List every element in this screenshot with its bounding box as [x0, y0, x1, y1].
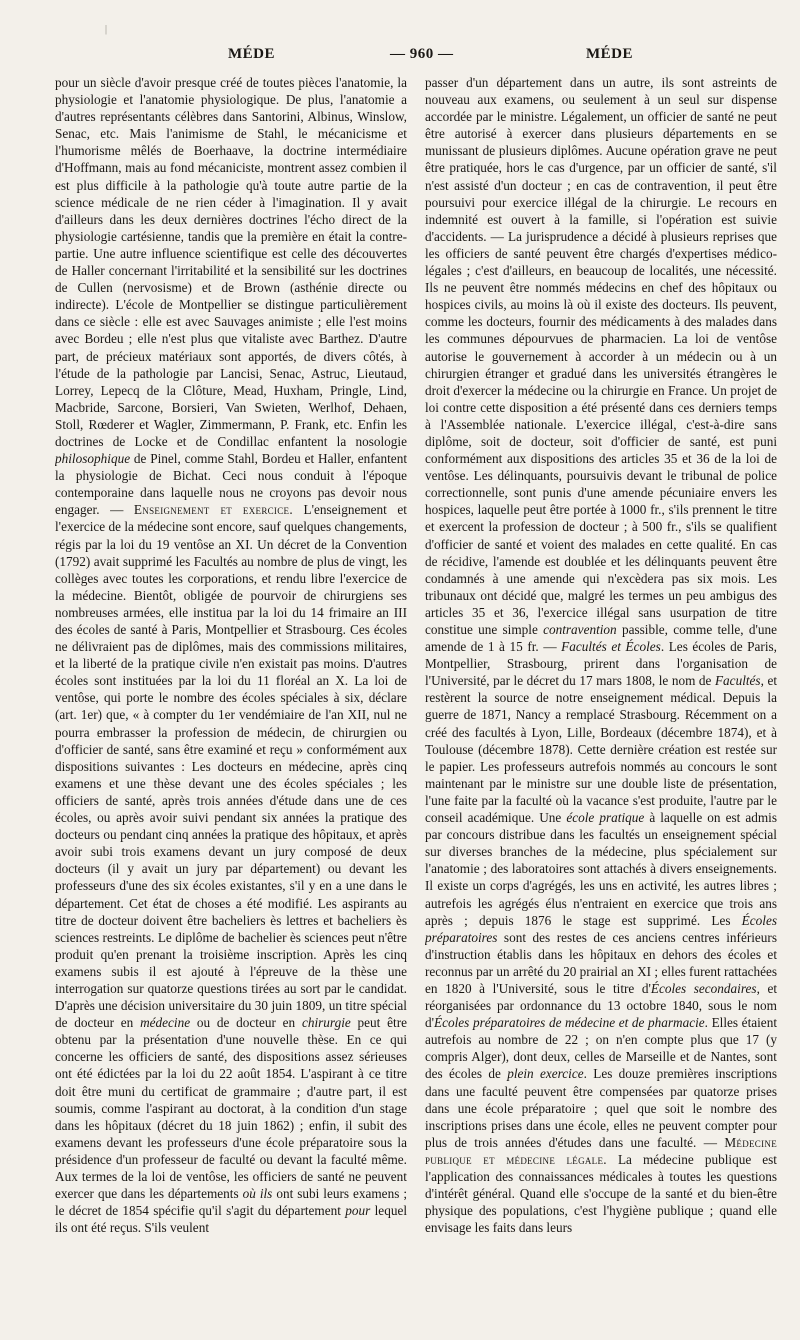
text-run: sont des restes de ces anciens centres inférieurs d'instruction établis dans les hôpitaux en dehors des écoles et reconnus par un arrêté du 20 prairial an XI ; elles furent rattachées en 1820 à l'Université, sous le titre d' — [425, 929, 777, 996]
italic-run: Écoles secondaires — [650, 980, 757, 996]
text-run: de Pinel, comme Stahl, Bordeu et Haller, enfantent la physiologie de Bichat. Ceci nous conduit à l'époque contemporaine dans laquelle nous ne croyons pas devoir nous engager. — — [55, 451, 407, 518]
text-run: , et restèrent la source de notre enseignement médical. Depuis la guerre de 1871, Nancy a remplacé Strasbourg. Récemment on a créé des facultés à Lyon, Lille, Bordeaux (décembre 1874), et à Toulouse (décembre 1878). Cette dernière création est restée sur le papier. Les professeurs autrefois nommés au concours le sont maintenant par le ministre sur une double liste de présentation, l'une faite par la faculté où la vacance s'est produite, l'autre par le conseil académique. Une — [425, 673, 777, 826]
italic-run: Facultés — [714, 673, 761, 689]
italic-run: Facultés et Écoles — [561, 639, 661, 655]
text-run: ont subi leurs examens ; le décret de 1854 spécifie qu'il s'agit du département — [55, 1186, 407, 1219]
text-run: . Elles étaient autrefois au nombre de 22 ; on n'en compte plus que 17 (y compris Alger), dont deux, celles de Marseille et de Nantes, sont des écoles de — [425, 1015, 777, 1082]
text-run: pour un siècle d'avoir presque créé de toutes pièces l'anatomie, la physiologie et l'anatomie physiologique. De plus, l'anatomie a d'autres représentants célèbres dans Santorini, Albinus, Winslow, Senac, etc. Mais l'animisme de Stahl, le mécanicisme et l'humorisme mêlés de Boerhaave, la doctrine intermédiaire d'Hoffmann, mais au fond mécaniciste, montrent assez combien il est plus difficile à la pathologie qu'à toute autre partie de la science médicale de ne rien céder à l'imagination. Il y avait d'ailleurs dans les deux dernières doctrines l'écho direct de la physiologie cartésienne, tandis que la première en était la contre-partie. Une autre influence scientifique est celle des découvertes de Haller concernant l'irritabilité et la sensibilité sur les doctrines de Cullen (nervosisme) et de Brown (asthénie directe ou indirecte). L'école de Montpellier se distingue particulièrement dans ce siècle : elle est avec Sauvages animiste ; elle l'est moins avec Bordeu ; elle n'est plus que vitaliste avec Barthez. D'autre part, de précieux matériaux sont apportés, de divers côtés, à l'étude de la pathologie par Lancisi, Senac, Astruc, Lieutaud, Lorrey, Lepecq de la Clôture, Mead, Huxham, Pringle, Lind, Macbride, Sarcone, Borsieri, Van Swieten, Werlhof, Dehaen, Stoll, Rœderer et Wagler, Zimmermann, P. Frank, etc. Enfin les doctrines de Locke et de Condillac enfantent la nosologie — [55, 75, 407, 449]
italic-run: école pratique — [566, 810, 645, 826]
italic-run: Écoles préparatoires — [425, 912, 777, 945]
page-number: — 960 — — [390, 46, 454, 62]
text-run: La médecine publique est l'application des connaissances médicales à toutes les questions d'intérêt général. Quand elle s'occupe de la santé et du bien-être physique des populations, c'est l'hygiène publique ; quand elle envisage les faits dans leurs — [425, 1151, 777, 1236]
italic-run: plein exercice — [507, 1066, 584, 1082]
margin-mark: | — [105, 24, 108, 35]
section-heading-enseignement: Enseignement et exercice. — [133, 502, 293, 518]
text-run: lequel ils ont été reçus. S'ils veulent — [55, 1203, 407, 1236]
text-run: L'enseignement et l'exercice de la médecine sont encore, sauf quelques changements, régis par la loi du 19 ventôse an XI. Un décret de la Convention (1792) avait supprimé les Facultés au nombre de plus de vingt, les collèges avec toutes les corporations, et rendu libre l'exercice de la médecine. Bientôt, obligée de pourvoir de chirurgiens ses nombreuses armées, elle institua par la loi du 14 frimaire an III des écoles de santé à Paris, Montpellier et Strasbourg. Ces écoles ne délivraient pas de diplômes, mais des commissions militaires, et la liberté de la pratique civile n'en existait pas moins. D'autres écoles sont instituées par la loi du 11 floréal an X. La loi de ventôse, qui porte le nombre des écoles spéciales à six, déclare (art. 1er) que, « à compter du 1er vendémiaire de l'an XII, nul ne pourra embrasser la profession de médecin, de chirurgien ou d'officier de santé, sans être examiné et reçu » conformément aux dispositions suivantes : Les docteurs en médecine, après cinq examens et une thèse devant une des écoles spéciales ; les officiers de santé, après trois années d'étude dans une de ces écoles, ou après avoir suivi pendant six années la pratique des docteurs ou pendant cinq années la pratique des hôpitaux, et après avoir subi trois examens devant un jury composé de deux docteurs (il y avait un jury par département) ou devant les professeurs d'une des six écoles existantes, s'il y en a une dans le département. Cet état de choses a été modifié. Les aspirants au titre de docteur doivent être bacheliers ès lettres et bacheliers ès sciences restreints. Le diplôme de bachelier ès sciences peut n'être produit qu'en prenant la troisième inscription. Après les cinq examens subis il est ajouté à l'épreuve de la thèse une interrogation sur quatorze questions tirées au sort par le candidat. D'après une décision universitaire du 30 juin 1809, un titre spécial de docteur en — [55, 502, 407, 1031]
section-heading-medecine-publique: Médecine publique et médecine légale. — [425, 1134, 777, 1167]
text-run: . Les douze premières inscriptions dans une faculté peuvent être compensées par quatorze prises dans une école préparatoire ; quel que soit le nombre des inscriptions prises dans une école, elles ne peuvent compter pour plus de trois années d'études dans une faculté. — — [425, 1066, 777, 1150]
page-header — [0, 46, 800, 72]
text-run: peut être obtenu par la présentation d'une nouvelle thèse. En ce qui concerne les officiers de santé, des dispositions assez sérieuses ont été édictées par la loi du 22 août 1854. L'aspirant à ce titre doit être muni du certificat de grammaire ; d'autre part, il est soumis, comme l'aspirant au doctorat, à la condition d'un stage dans les hôpitaux (décret du 18 juin 1862) ; enfin, il subit des examens devant les professeurs d'une école préparatoire sous la présidence d'un professeur de faculté ou devant la faculté même. Aux termes de la loi de ventôse, les officiers de santé ne peuvent exercer que dans les départements — [55, 1015, 407, 1202]
right-column — [425, 74, 777, 1306]
italic-run: médecine — [140, 1015, 191, 1031]
italic-run: où ils — [242, 1186, 273, 1202]
text-run: , et réorganisées par ordonnance du 13 octobre 1840, sous le nom d' — [425, 980, 777, 1031]
running-head-right: MÉDE — [586, 46, 633, 62]
italic-run: pour — [345, 1203, 371, 1219]
text-run: ou de docteur en — [190, 1015, 302, 1031]
italic-run: chirurgie — [301, 1015, 351, 1031]
text-run: passible, comme telle, d'une amende de 1 à 15 fr. — — [425, 622, 777, 655]
running-head-left: MÉDE — [228, 46, 275, 62]
text-run: à laquelle on est admis par concours distribue dans les facultés un enseignement spécial sur diverses branches de la médecine, plus spécialement sur l'anatomie ; des laboratoires sont attachés à divers enseignements. Il existe un corps d'agrégés, les uns en activité, les autres libres ; autrefois les agrégés élus n'entraient en exercice que trois ans après ; depuis 1876 le stage est supprimé. Les — [425, 810, 777, 928]
text-run: passer d'un département dans un autre, ils sont astreints de nouveau aux examens, ou seulement à un seul sur dispense accordée par le ministre. Légalement, un officier de santé ne peut être autorisé à exercer dans plusieurs départements en se munissant de plusieurs diplômes. Aucune opération grave ne peut être pratiquée, hors le cas d'urgence, par un officier de santé, s'il n'est assisté d'un docteur ; en cas de contravention, il peut être poursuivi pour exercice illégal de la chirurgie. Le recours en indemnité est ouvert à la famille, si l'opération est suivie d'accidents. — La jurisprudence a décidé à plusieurs reprises que les officiers de santé peuvent être chargés d'expertises médico-légales ; c'est d'ailleurs, en beaucoup de localités, une nécessité. Ils ne peuvent être nommés médecins en chef des hôpitaux ou hospices civils, au moins là où il existe des docteurs. Ils peuvent, comme les docteurs, fournir des médicaments à des malades dans les communes dépourvues de pharmacien. La loi de ventôse autorise le gouvernement à accorder à un médecin ou à un chirurgien étranger et gradué dans les universités étrangères le droit d'exercer la médecine ou la chirurgie en France. Un projet de loi contre cette disposition a été présenté dans ces derniers temps à l'Assemblée nationale. L'exercice illégal, c'est-à-dire sans diplôme, soit de docteur, soit d'officier de santé, est puni conformément aux dispositions des articles 35 et 36 de la loi de ventôse. Les délinquants, poursuivis devant le tribunal de police correctionnelle, sont punis d'une amende pécuniaire envers les hospices, laquelle peut être portée à 1000 fr., s'ils prennent le titre et exercent la profession de docteur ; à 500 fr., s'ils se qualifient d'officier de santé et voient des malades en cette qualité. En cas de récidive, l'amende est doublée et les délinquants peuvent être condamnés à une amende qui n'excèdera pas six mois. Les tribunaux ont décidé que, malgré les termes un peu ambigus des articles 35 et 36, l'exercice illégal sans usurpation de titre constitue une simple — [425, 75, 777, 637]
right-column-paragraph — [425, 74, 777, 1236]
text-run: . Les écoles de Paris, Montpellier, Strasbourg, prirent dans l'organisation de l'Université, par le décret du 17 mars 1808, le nom de — [425, 639, 777, 689]
italic-run: contravention — [543, 622, 617, 637]
italic-run: Écoles préparatoires de médecine et de pharmacie — [434, 1015, 705, 1031]
left-column-paragraph — [55, 74, 407, 1236]
italic-run: philosophique — [55, 451, 131, 467]
left-column — [55, 74, 407, 1306]
